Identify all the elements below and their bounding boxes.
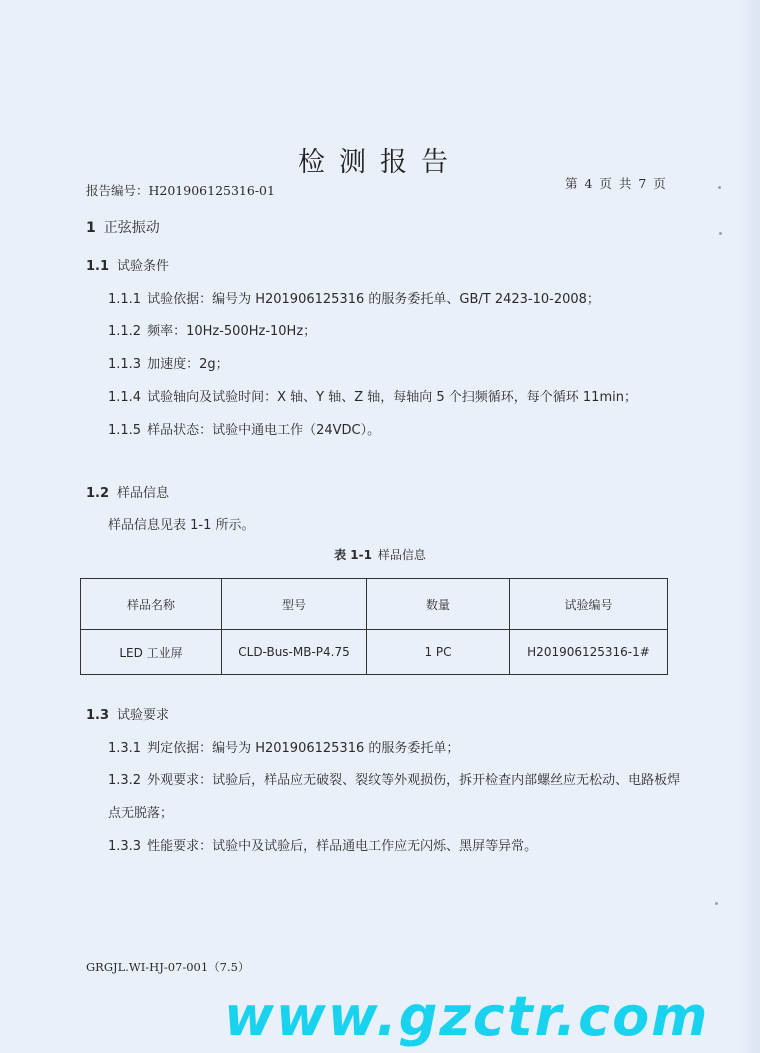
header-cell: 试验编号	[510, 579, 668, 630]
requirement-item	[108, 737, 459, 756]
header-cell: 样品名称	[81, 579, 222, 630]
sample-info-table	[80, 578, 668, 675]
sample-info-text: 样品信息见表 1-1 所示。	[108, 518, 255, 533]
scan-speck	[719, 232, 722, 235]
item-text: 加速度：2g；	[147, 357, 229, 372]
section-1-number: 1	[86, 220, 96, 236]
table-cell: 1 PC	[367, 630, 510, 675]
item-text: 点无脱落；	[108, 806, 174, 821]
item-number: 1.1.1	[108, 292, 142, 307]
condition-item	[108, 386, 637, 405]
section-1-3-title: 试验要求	[117, 708, 170, 723]
item-number: 1.1.4	[108, 390, 142, 405]
item-text: 频率：10Hz-500Hz-10Hz；	[147, 324, 317, 339]
form-code: GRGJL.WI-HJ-07-001（7.5）	[86, 960, 250, 974]
website-watermark[interactable]: www.gzctr.com	[224, 985, 710, 1048]
item-text: 试验轴向及试验时间：X 轴、Y 轴、Z 轴，每轴向 5 个扫频循环，每个循环 11min；	[147, 390, 637, 405]
table-cell: CLD-Bus-MB-P4.75	[222, 630, 367, 675]
header-cell: 型号	[222, 579, 367, 630]
table-cell: H201906125316-1#	[510, 630, 668, 675]
item-text: 试验依据：编号为 H201906125316 的服务委托单、GB/T 2423-10-2008；	[147, 292, 600, 307]
header-cell: 数量	[367, 579, 510, 630]
table-caption	[0, 546, 760, 563]
section-1-heading	[86, 217, 160, 237]
item-text: 样品状态：试验中通电工作（24VDC）。	[147, 423, 381, 438]
item-number: 1.3.3	[108, 839, 142, 854]
requirement-item-continued	[108, 802, 173, 821]
item-number: 1.3.2	[108, 773, 142, 788]
section-1-3-number: 1.3	[86, 708, 110, 723]
section-1-2-title: 样品信息	[117, 486, 170, 501]
scan-speck	[718, 186, 721, 189]
condition-item	[108, 353, 229, 372]
table-header-row	[81, 579, 668, 630]
requirement-item	[108, 769, 680, 788]
section-1-2-heading	[86, 482, 169, 501]
table-row	[81, 630, 668, 675]
item-text: 外观要求：试验后，样品应无破裂、裂纹等外观损伤，拆开检查内部螺丝应无松动、电路板焊	[147, 773, 681, 788]
condition-item	[108, 419, 380, 438]
scan-speck	[715, 902, 718, 905]
report-title: 检测报告	[298, 147, 462, 178]
item-number: 1.1.3	[108, 357, 142, 372]
requirement-item	[108, 835, 537, 854]
table-caption-number: 表 1-1	[334, 548, 372, 562]
section-1-1-number: 1.1	[86, 259, 110, 274]
item-number: 1.1.5	[108, 423, 142, 438]
item-number: 1.3.1	[108, 741, 142, 756]
item-number: 1.1.2	[108, 324, 142, 339]
item-text: 性能要求：试验中及试验后，样品通电工作应无闪烁、黑屏等异常。	[147, 839, 538, 854]
condition-item	[108, 320, 316, 339]
section-1-2-number: 1.2	[86, 486, 110, 501]
section-1-3-heading	[86, 704, 169, 723]
item-text: 判定依据：编号为 H201906125316 的服务委托单；	[147, 741, 460, 756]
report-number: 报告编号：H201906125316-01	[86, 183, 275, 198]
condition-item	[108, 288, 600, 307]
section-1-1-title: 试验条件	[117, 259, 170, 274]
table-cell: LED 工业屏	[81, 630, 222, 675]
section-1-1-heading	[86, 255, 169, 274]
section-1-title: 正弦振动	[103, 220, 160, 236]
page-number: 第 4 页 共 7 页	[565, 176, 666, 191]
table-caption-title: 样品信息	[377, 548, 426, 562]
